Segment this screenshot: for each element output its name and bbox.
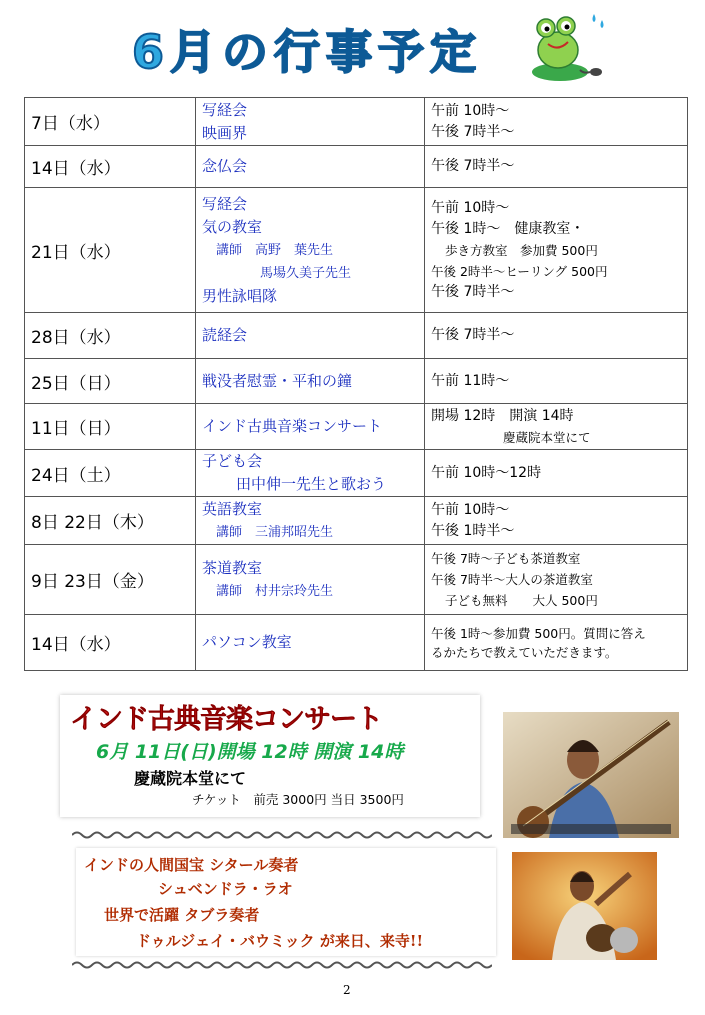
- event-date: 28日（水）: [25, 313, 196, 359]
- event-time: 慶蔵院本堂にて: [503, 429, 591, 445]
- table-row: [25, 615, 688, 671]
- event-date: 7日（水）: [25, 98, 196, 146]
- table-row: [25, 188, 688, 313]
- event-time: 午後 7時半～: [431, 327, 515, 343]
- event-name-cell: [196, 359, 425, 404]
- event-name-cell: [196, 146, 425, 188]
- event-time-cell: [425, 188, 688, 313]
- page-title: 6月の行事予定: [132, 25, 483, 79]
- performer-tabla-name: ドゥルジェイ・バウミック が来日、来寺!!: [136, 932, 424, 950]
- table-row: [25, 146, 688, 188]
- event-date: 11日（日）: [25, 404, 196, 450]
- frog-mascot-icon: [520, 6, 610, 86]
- concert-datetime: 6月 11日(日)開場 12時 開演 14時: [96, 741, 404, 763]
- wavy-divider: [72, 960, 492, 970]
- event-name: 写経会: [202, 100, 248, 119]
- event-name: 念仏会: [202, 157, 248, 175]
- event-name: 茶道教室: [202, 558, 263, 577]
- event-time-cell: [425, 359, 688, 404]
- table-row: [25, 313, 688, 359]
- event-time-cell: [425, 545, 688, 615]
- event-time: 午前 10時～: [431, 199, 510, 216]
- event-time-cell: [425, 615, 688, 671]
- event-time-cell: [425, 497, 688, 545]
- concert-title: インド古典音楽コンサート: [70, 704, 382, 735]
- event-time: 子ども無料 大人 500円: [445, 593, 598, 608]
- table-row: [25, 404, 688, 450]
- event-time-cell: [425, 450, 688, 497]
- event-name: 写経会: [202, 194, 248, 213]
- event-time: 午後 7時半～大人の茶道教室: [431, 572, 593, 587]
- event-time: るかたちで教えていただきます。: [431, 644, 618, 660]
- event-date: 14日（水）: [25, 615, 196, 671]
- event-name: 読経会: [202, 326, 248, 344]
- table-row: [25, 497, 688, 545]
- instructor-name: 講師 三浦邦昭先生: [216, 524, 334, 540]
- concert-ticket-price: チケット 前売 3000円 当日 3500円: [192, 792, 404, 807]
- event-name: 英語教室: [202, 499, 263, 518]
- page-number: 2: [343, 983, 351, 997]
- event-time: 午後 1時～参加費 500円。質問に答え: [431, 625, 646, 641]
- event-time-cell: [425, 313, 688, 359]
- event-name-cell: [196, 615, 425, 671]
- event-name-cell: [196, 188, 425, 313]
- tabla-player-photo: [512, 852, 657, 960]
- instructor-name: 馬場久美子先生: [260, 265, 352, 281]
- event-name: パソコン教室: [202, 633, 292, 651]
- event-name-cell: [196, 545, 425, 615]
- concert-announcement: [60, 695, 480, 817]
- event-time-cell: [425, 404, 688, 450]
- event-name: 田中伸一先生と歌おう: [236, 475, 387, 493]
- event-name: 子ども会: [202, 452, 263, 470]
- event-schedule-table: [24, 97, 688, 671]
- event-time-cell: [425, 98, 688, 146]
- wavy-divider: [72, 830, 492, 840]
- event-date: 9日 23日（金）: [25, 545, 196, 615]
- event-time-cell: [425, 146, 688, 188]
- event-name: 男性詠唱隊: [202, 286, 278, 305]
- table-row: [25, 450, 688, 497]
- event-time: 午前 10時～: [431, 501, 510, 518]
- table-row: [25, 545, 688, 615]
- event-name: 戦没者慰霊・平和の鐘: [202, 371, 353, 390]
- event-time: 午前 11時～: [431, 372, 510, 389]
- event-time: 午後 7時～子ども茶道教室: [431, 551, 581, 566]
- performer-tabla-intro: 世界で活躍 タブラ奏者: [104, 906, 260, 924]
- performer-sitar-intro: インドの人間国宝 シタール奏者: [84, 856, 299, 874]
- event-time: 開場 12時 開演 14時: [431, 407, 574, 424]
- event-time: 午後 2時半～ヒーリング 500円: [431, 263, 608, 279]
- event-date: 14日（水）: [25, 146, 196, 188]
- event-name-cell: [196, 404, 425, 450]
- event-name: 気の教室: [202, 217, 263, 236]
- event-time: 午後 7時半～: [431, 123, 515, 140]
- event-name: インド古典音楽コンサート: [202, 417, 383, 435]
- event-time: 午前 10時～: [431, 102, 510, 119]
- event-time: 午後 7時半～: [431, 283, 515, 300]
- event-date: 8日 22日（木）: [25, 497, 196, 545]
- sitar-player-photo: [503, 712, 679, 838]
- instructor-name: 講師 高野 葉先生: [216, 242, 334, 258]
- table-row: [25, 98, 688, 146]
- event-name-cell: [196, 450, 425, 497]
- event-time: 午後 1時～ 健康教室・: [431, 220, 585, 237]
- event-time: 午前 10時～12時: [431, 464, 542, 481]
- event-time: 午後 7時半～: [431, 158, 515, 174]
- event-date: 21日（水）: [25, 188, 196, 313]
- event-time: 歩き方教室 参加費 500円: [445, 242, 598, 258]
- event-name-cell: [196, 497, 425, 545]
- event-name-cell: [196, 313, 425, 359]
- event-name-cell: [196, 98, 425, 146]
- table-row: [25, 359, 688, 404]
- instructor-name: 講師 村井宗玲先生: [216, 583, 334, 599]
- performer-sitar-name: シュベンドラ・ラオ: [158, 880, 293, 898]
- event-time: 午後 1時半～: [431, 522, 515, 539]
- event-name: 映画界: [202, 123, 248, 142]
- concert-venue: 慶蔵院本堂にて: [134, 769, 247, 788]
- performers-announcement: [76, 848, 496, 956]
- event-date: 25日（日）: [25, 359, 196, 404]
- event-date: 24日（土）: [25, 450, 196, 497]
